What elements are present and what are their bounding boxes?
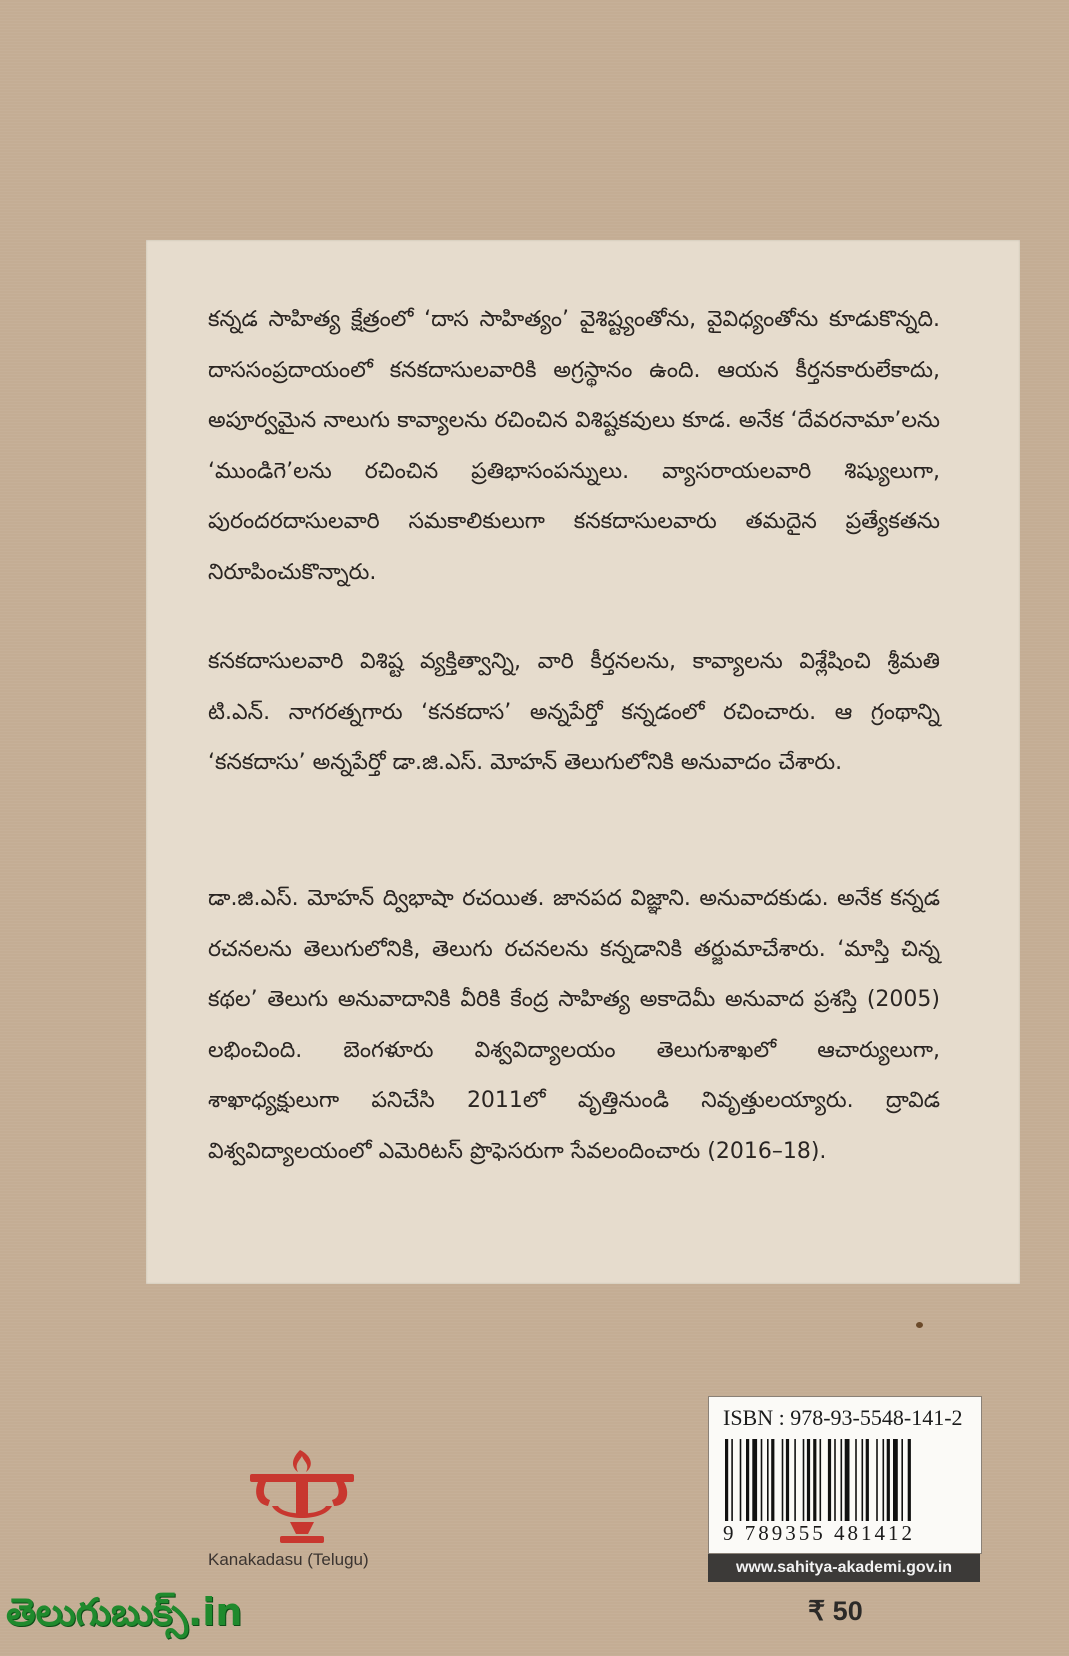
price: ₹ 50: [808, 1596, 863, 1626]
isbn-box: [708, 1396, 982, 1554]
blurb-paragraph-2: కనకదాసులవారి విశిష్ట వ్యక్తిత్వాన్ని, వారి కీర్తనలను, కావ్యాలను విశ్లేషించి శ్రీమతి టి.ఎన్. నాగరత్నగారు ‘కనకదాస’ అన్నపేర్తో కన్నడంలో రచించారు. ఆ గ్రంథాన్ని ‘కనకదాసు’ అన్నపేర్తో డా.జి.ఎస్. మోహన్ తెలుగులోనికి అనువాదం చేశారు.: [208, 649, 940, 775]
blurb-paragraph-1: కన్నడ సాహిత్య క్షేత్రంలో ‘దాస సాహిత్యం’ వైశిష్ట్యంతోను, వైవిధ్యంతోను కూడుకొన్నది. దాససంప్రదాయంలో కనకదాసులవారికి అగ్రస్థానం ఉంది. ఆయన కీర్తనకారులేకాదు, అపూర్వమైన నాలుగు కావ్యాలను రచించిన విశిష్టకవులు కూడ. అనేక ‘దేవరనామా’లను ‘ముండిగె’లను రచించిన ప్రతిభాసంపన్నులు. వ్యాసరాయలవారి శిష్యులుగా, పురందరదాసులవారి సమకాలికులుగా కనకదాసులవారు తమదైన ప్రత్యేకతను నిరూపించుకొన్నారు.: [208, 307, 940, 585]
publisher-website: www.sahitya-akademi.gov.in: [708, 1554, 980, 1582]
isbn-barcode-icon: [723, 1439, 969, 1521]
barcode-digits: 9 789355 481412: [723, 1521, 915, 1545]
watermark-logo: తెలుగుబుక్స్.in: [6, 1590, 243, 1634]
book-title-english: Kanakadasu (Telugu): [208, 1550, 369, 1569]
print-speck: [916, 1322, 923, 1328]
blurb-panel: [146, 240, 1020, 1284]
blurb-paragraph-3: డా.జి.ఎస్. మోహన్ ద్విభాషా రచయిత. జానపద విజ్ఞాని. అనువాదకుడు. అనేక కన్నడ రచనలను తెలుగులోనికి, తెలుగు రచనలను కన్నడానికి తర్జుమాచేశారు. ‘మాస్తి చిన్న కథల’ తెలుగు అనువాదానికి వీరికి కేంద్ర సాహిత్య అకాదెమీ అనువాద ప్రశస్తి (2005) లభించింది. బెంగళూరు విశ్వవిద్యాలయం తెలుగుశాఖలో ఆచార్యులుగా, శాఖాధ్యక్షులుగా పనిచేసి 2011లో వృత్తినుండి నివృత్తులయ్యారు. ద్రావిడ విశ్వవిద్యాలయంలో ఎమెరిటస్ ప్రొఫెసరుగా సేవలందించారు (2016–18).: [208, 886, 940, 1164]
sahitya-akademi-logo-icon: [240, 1448, 364, 1552]
isbn-label: ISBN : 978-93-5548-141-2: [723, 1405, 963, 1430]
